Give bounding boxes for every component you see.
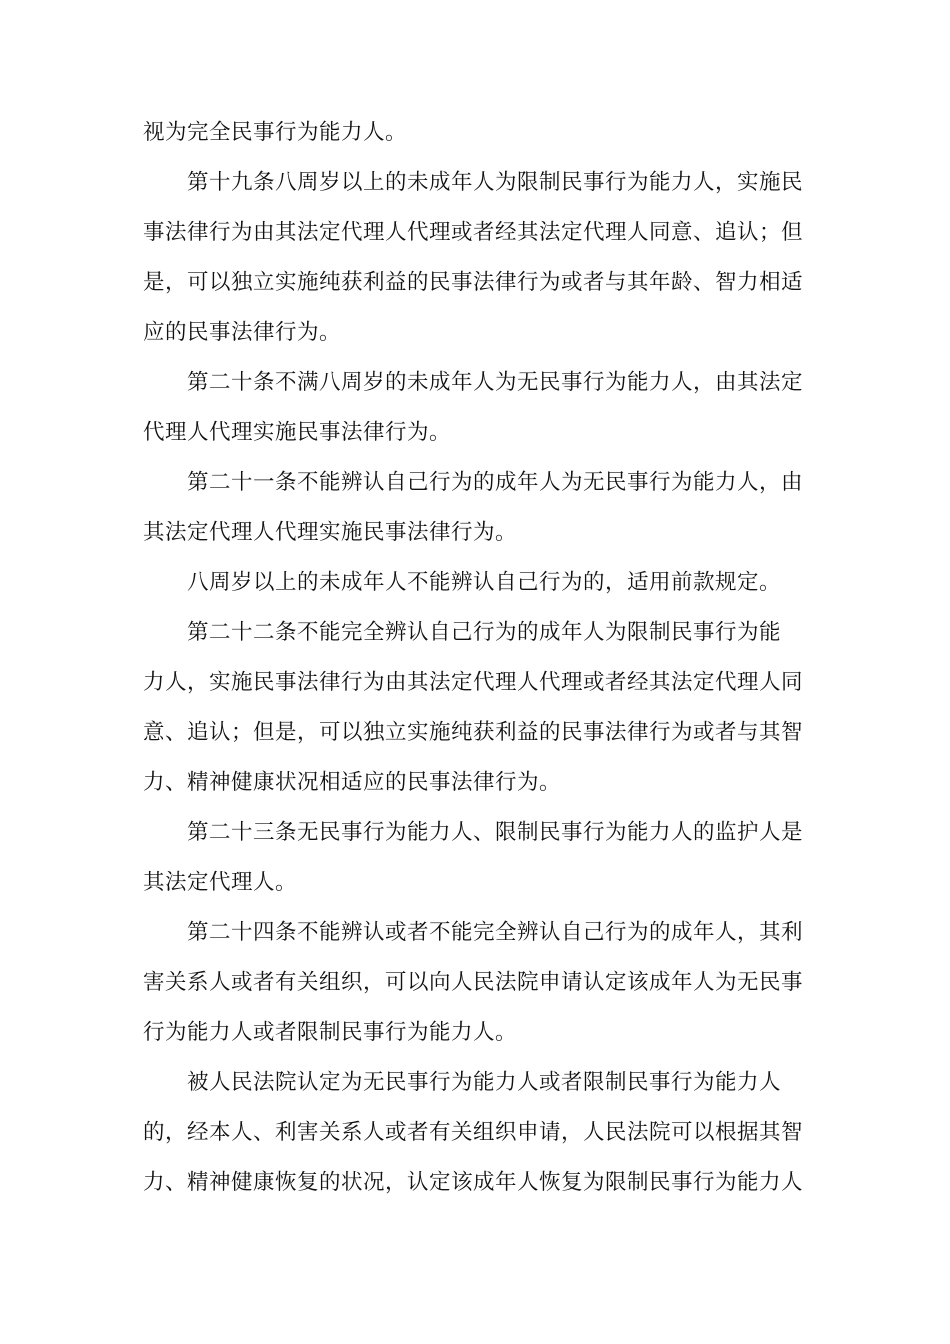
text-line: 应的民事法律行为。: [143, 320, 342, 345]
paragraph-start-article-20: 第二十条不满八周岁的未成年人为无民事行为能力人，由其法定: [187, 370, 804, 395]
text-line: 力、精神健康状况相适应的民事法律行为。: [143, 770, 562, 795]
paragraph-start-article-24: 第二十四条不能辨认或者不能完全辨认自己行为的成年人，其利: [187, 920, 804, 945]
paragraph-start-article-24-clause: 被人民法院认定为无民事行为能力人或者限制民事行为能力人: [187, 1070, 782, 1095]
text-line: 行为能力人或者限制民事行为能力人。: [143, 1020, 518, 1045]
document-body: [143, 108, 813, 1208]
text-line: 的，经本人、利害关系人或者有关组织申请，人民法院可以根据其智: [143, 1120, 804, 1145]
paragraph-start-article-22: 第二十二条不能完全辨认自己行为的成年人为限制民事行为能: [187, 620, 782, 645]
text-line: 意、追认；但是，可以独立实施纯获利益的民事法律行为或者与其智: [143, 720, 804, 745]
text-line: 力、精神健康恢复的状况，认定该成年人恢复为限制民事行为能力人: [143, 1170, 804, 1195]
text-line: 害关系人或者有关组织，可以向人民法院申请认定该成年人为无民事: [143, 970, 804, 995]
text-line: 是，可以独立实施纯获利益的民事法律行为或者与其年龄、智力相适: [143, 270, 804, 295]
text-line: 代理人代理实施民事法律行为。: [143, 420, 452, 445]
text-line: 其法定代理人代理实施民事法律行为。: [143, 520, 518, 545]
paragraph-start-article-19: 第十九条八周岁以上的未成年人为限制民事行为能力人，实施民: [187, 170, 804, 195]
paragraph-start-article-23: 第二十三条无民事行为能力人、限制民事行为能力人的监护人是: [187, 820, 804, 845]
paragraph-start-article-21-clause: 八周岁以上的未成年人不能辨认自己行为的，适用前款规定。: [187, 570, 782, 595]
text-line: 其法定代理人。: [143, 870, 298, 895]
text-line: 事法律行为由其法定代理人代理或者经其法定代理人同意、追认；但: [143, 220, 804, 245]
text-line: 力人，实施民事法律行为由其法定代理人代理或者经其法定代理人同: [143, 670, 804, 695]
text-line: 视为完全民事行为能力人。: [143, 120, 408, 145]
paragraph-start-article-21: 第二十一条不能辨认自己行为的成年人为无民事行为能力人，由: [187, 470, 804, 495]
